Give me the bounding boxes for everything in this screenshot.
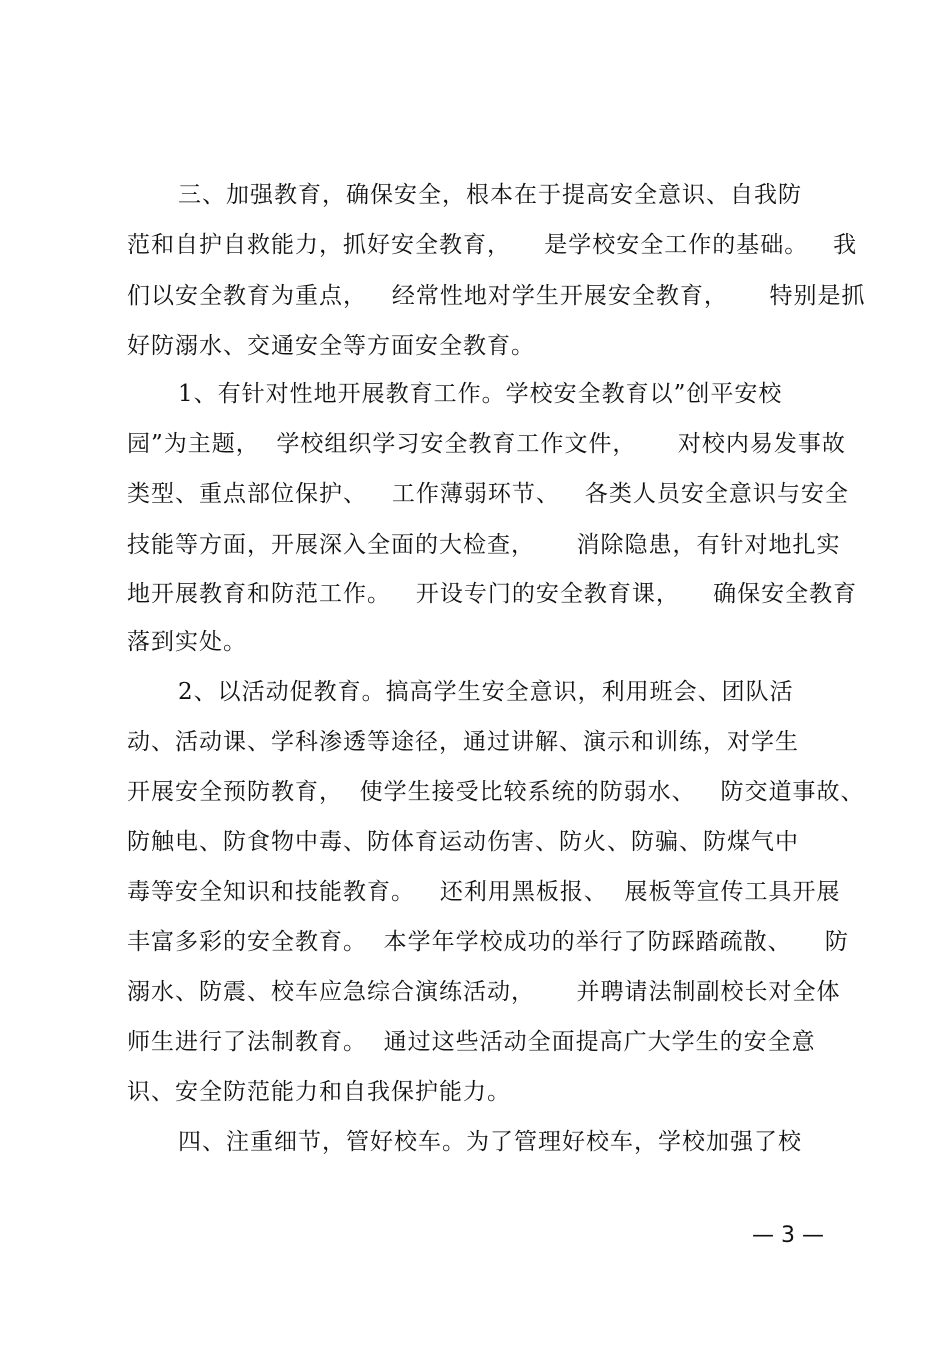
text-line: 2、以活动促教育。搞高学生安全意识，利用班会、团队活 <box>178 679 794 705</box>
text-line: 好防溺水、交通安全等方面安全教育。 <box>127 333 535 359</box>
text-line: 动、活动课、学科渗透等途径，通过讲解、演示和训练，对学生 <box>127 729 799 755</box>
text-line: 开展安全预防教育， 使学生接受比较系统的防弱水、 防交道事故、 <box>127 779 865 805</box>
text-line: 技能等方面，开展深入全面的大检查， 消除隐患，有针对地扎实 <box>127 532 841 558</box>
text-line: 地开展教育和防范工作。 开设专门的安全教育课， 确保安全教育 <box>127 581 858 607</box>
text-line: 毒等安全知识和技能教育。 还利用黑板报、 展板等宣传工具开展 <box>127 879 841 905</box>
text-line: 范和自护自救能力，抓好安全教育， 是学校安全工作的基础。 我 <box>127 232 858 258</box>
text-line: 园”为主题， 学校组织学习安全教育工作文件， 对校内易发事故 <box>127 431 846 457</box>
text-line: 溺水、防震、校车应急综合演练活动， 并聘请法制副校长对全体 <box>127 979 841 1005</box>
page-number: — 3 — <box>752 1223 824 1248</box>
text-line: 1、有针对性地开展教育工作。学校安全教育以”创平安校 <box>178 381 783 407</box>
text-line: 师生进行了法制教育。 通过这些活动全面提高广大学生的安全意 <box>127 1029 816 1055</box>
text-line: 丰富多彩的安全教育。 本学年学校成功的举行了防踩踏疏散、 防 <box>127 929 849 955</box>
text-line: 类型、重点部位保护、 工作薄弱环节、 各类人员安全意识与安全 <box>127 481 849 507</box>
text-line: 识、安全防范能力和自我保护能力。 <box>127 1079 511 1105</box>
text-line: 四、注重细节，管好校车。为了管理好校车，学校加强了校 <box>178 1129 802 1155</box>
text-line: 落到实处。 <box>127 629 247 655</box>
text-line: 防触电、防食物中毒、防体育运动伤害、防火、防骗、防煤气中 <box>127 829 799 855</box>
text-line: 们以安全教育为重点， 经常性地对学生开展安全教育， 特别是抓 <box>127 283 866 309</box>
text-line: 三、加强教育，确保安全，根本在于提高安全意识、自我防 <box>178 182 802 208</box>
